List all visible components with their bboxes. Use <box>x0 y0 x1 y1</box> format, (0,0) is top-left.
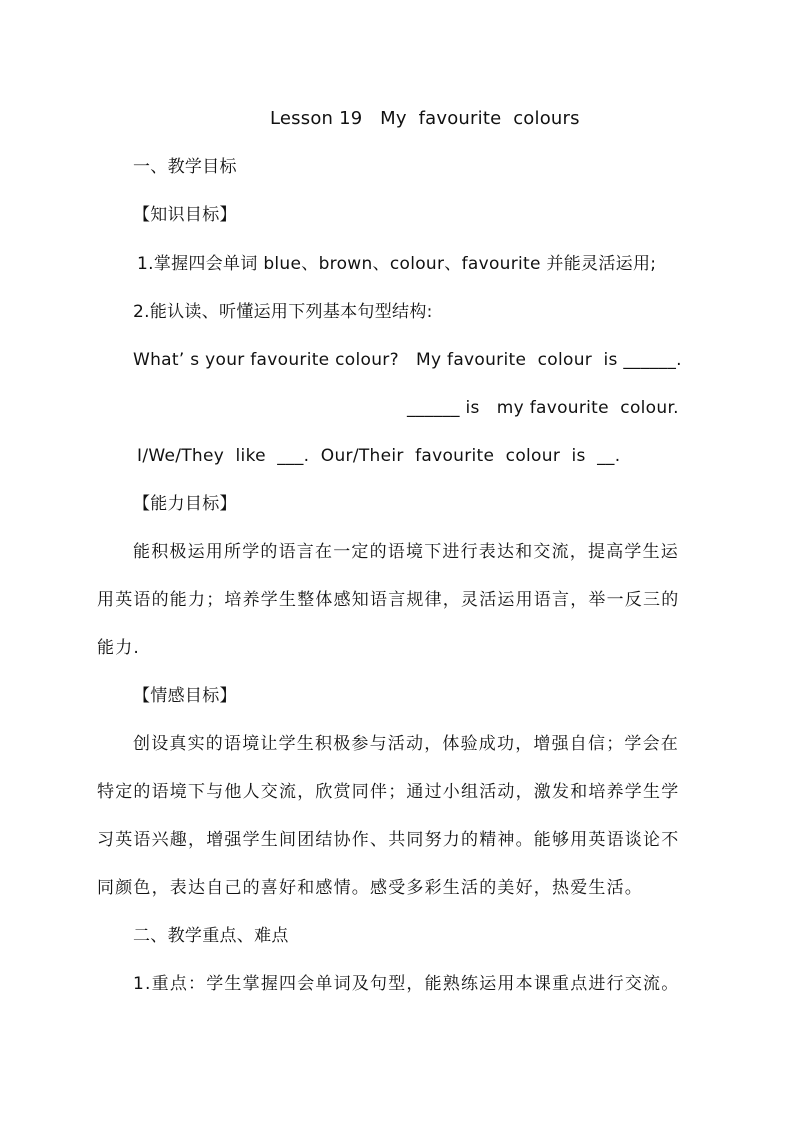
emotion-paragraph-line: 特定的语境下与他人交流，欣赏同伴；通过小组活动，激发和培养学生学 <box>97 782 680 802</box>
sentence-pattern-question: What’ s your favourite colour? My favourite colour is ______. <box>133 350 682 370</box>
sentence-pattern-statement: ______ is my favourite colour. <box>407 398 679 418</box>
ability-paragraph-line: 能积极运用所学的语言在一定的语境下进行表达和交流，提高学生运 <box>133 542 679 562</box>
lesson-title: Lesson 19 My favourite colours <box>270 108 580 129</box>
emotion-paragraph-line: 习英语兴趣，增强学生间团结协作、共同努力的精神。能够用英语谈论不 <box>97 830 680 850</box>
section-heading-teaching-goals: 一、教学目标 <box>133 157 237 177</box>
ability-paragraph-line: 用英语的能力；培养学生整体感知语言规律，灵活运用语言，举一反三的 <box>97 590 680 610</box>
ability-goals-heading: 【能力目标】 <box>133 494 237 514</box>
knowledge-item-sentence-patterns: 2.能认读、听懂运用下列基本句型结构: <box>133 302 433 322</box>
key-point-item: 1.重点：学生掌握四会单词及句型，能熟练运用本课重点进行交流。 <box>133 974 680 994</box>
knowledge-item-vocabulary: 1.掌握四会单词 blue、brown、colour、favourite 并能灵活运用; <box>137 254 657 274</box>
section-heading-key-points: 二、教学重点、难点 <box>133 926 289 946</box>
sentence-pattern-like: I/We/They like ___. Our/Their favourite colour is __. <box>137 446 621 466</box>
emotion-goals-heading: 【情感目标】 <box>133 686 237 706</box>
emotion-paragraph-line: 同颜色，表达自己的喜好和感情。感受多彩生活的美好，热爱生活。 <box>97 878 643 898</box>
ability-paragraph-line: 能力. <box>97 638 141 658</box>
emotion-paragraph-line: 创设真实的语境让学生积极参与活动，体验成功，增强自信；学会在 <box>133 734 679 754</box>
knowledge-goals-heading: 【知识目标】 <box>133 205 237 225</box>
